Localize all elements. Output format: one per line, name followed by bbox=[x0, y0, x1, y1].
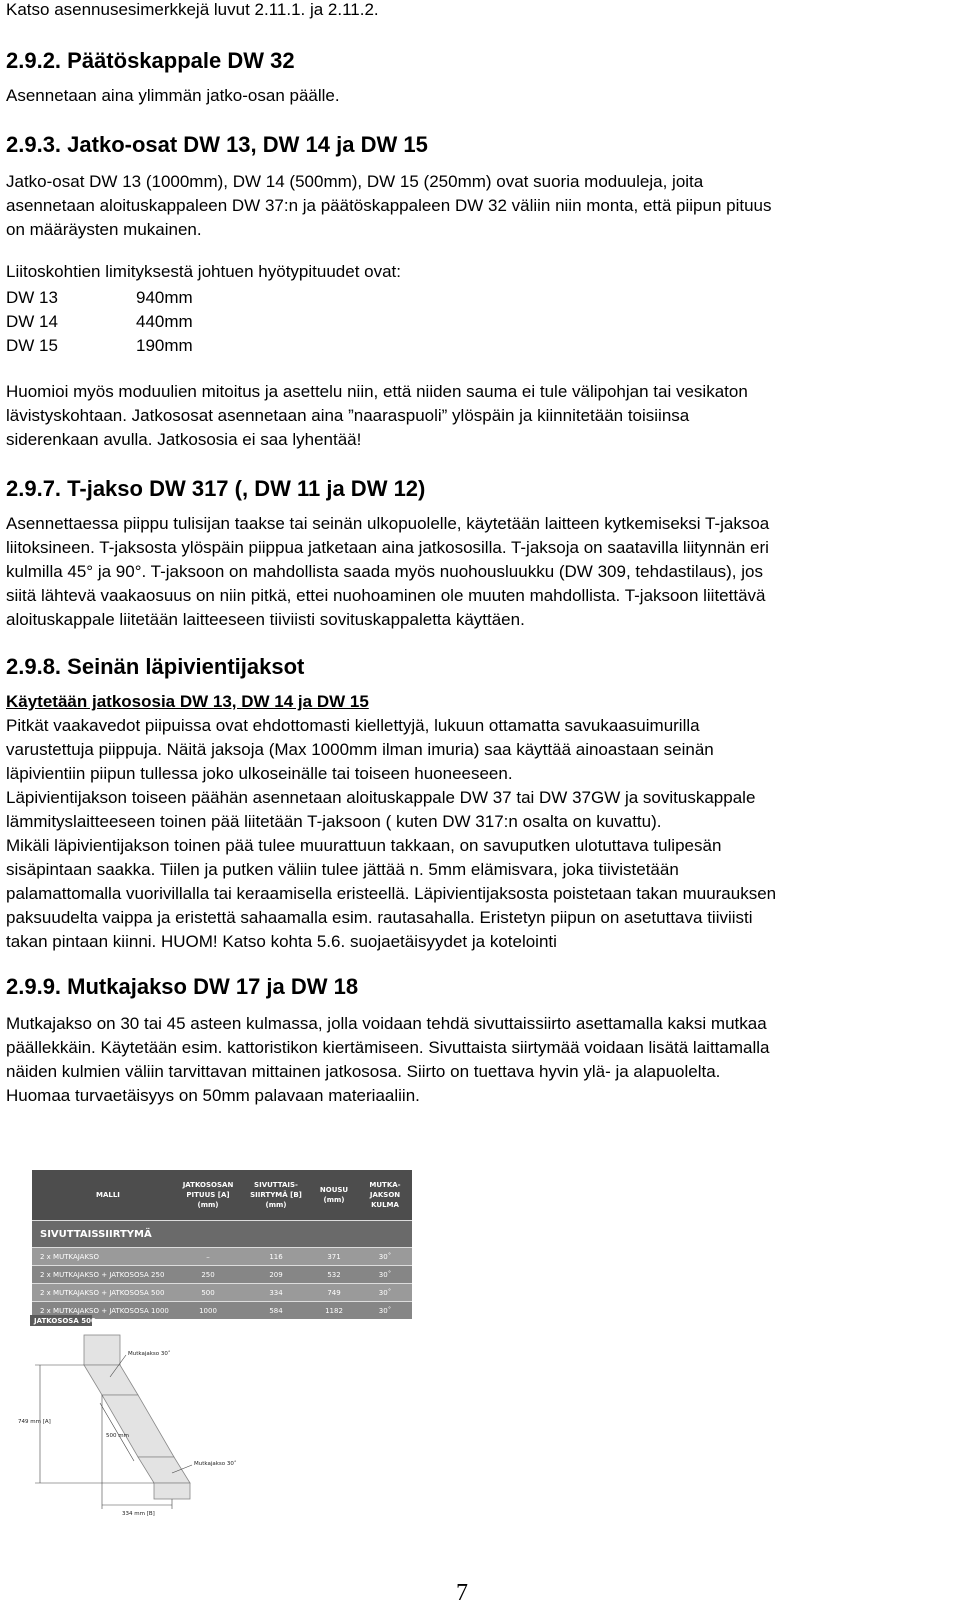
paragraph-line: sisäpintaan saakka. Tiilen ja putken väliin tulee jättää n. 5mm elämisvara, joka tiivistetään bbox=[6, 860, 679, 879]
table-cell: 334 bbox=[242, 1284, 310, 1302]
table-cell: 250 bbox=[174, 1266, 242, 1284]
pipe-drawing bbox=[84, 1335, 190, 1499]
paragraph-line: varustettuja piippuja. Näitä jaksoja (Max 1000mm ilman imuria) saa käyttää ainoastaan seinän bbox=[6, 740, 714, 759]
label-offset: 334 mm [B] bbox=[122, 1511, 155, 1517]
table-header-rise: NOUSU (mm) bbox=[310, 1170, 358, 1221]
bend-top bbox=[84, 1365, 138, 1395]
pipe-top-straight bbox=[84, 1335, 120, 1365]
offset-table bbox=[32, 1170, 412, 1319]
length-value-dw14: 440mm bbox=[136, 312, 193, 331]
length-name-dw13: DW 13 bbox=[6, 288, 58, 307]
heading-line: 2.9.3. Jatko-osat DW 13, DW 14 ja DW 15 bbox=[6, 132, 428, 157]
table-cell: 1000 bbox=[174, 1302, 242, 1320]
paragraph-line: Katso asennusesimerkkejä luvut 2.11.1. ja 2.11.2. bbox=[6, 0, 379, 19]
paragraph-line: Pitkät vaakavedot piipuissa ovat ehdottomasti kiellettyjä, lukuun ottamatta savukaasuimurilla bbox=[6, 716, 700, 735]
table-cell: 584 bbox=[242, 1302, 310, 1320]
paragraph-line: Jatko-osat DW 13 (1000mm), DW 14 (500mm), DW 15 (250mm) ovat suoria moduuleja, joita bbox=[6, 172, 704, 191]
paragraph-line: näiden kulmien väliin tarvittavan mittainen jatkososa. Siirto on tuettava hyvin ylä- ja alapuolelta. bbox=[6, 1062, 721, 1081]
table-cell: 2 x MUTKAJAKSO + JATKOSOSA 250 bbox=[32, 1266, 174, 1284]
table-cell: 1182 bbox=[310, 1302, 358, 1320]
paragraph-line: kulmilla 45° ja 90°. T-jaksoon on mahdollista saada myös nuohousluukku (DW 309, tehdastilaus), jos bbox=[6, 562, 763, 581]
page-number: 7 bbox=[456, 1580, 468, 1606]
label-bend-bottom: Mutkajakso 30˚ bbox=[194, 1461, 237, 1467]
paragraph-line: siderenkaan avulla. Jatkososia ei saa lyhentää! bbox=[6, 430, 362, 449]
paragraph-line: palamattomalla vuorivillalla tai keraamisella eristeellä. Läpivientijaksosta poistetaan takan muurauksen bbox=[6, 884, 777, 903]
length-name-dw15: DW 15 bbox=[6, 336, 58, 355]
table-cell: 209 bbox=[242, 1266, 310, 1284]
paragraph-line: Huomaa turvaetäisyys on 50mm palavaan materiaaliin. bbox=[6, 1086, 420, 1105]
paragraph-line: päällekkäin. Käytetään esim. kattoristikon kiertämiseen. Sivuttaista siirtymää voidaan lisätä laittamalla bbox=[6, 1038, 770, 1057]
paragraph-line: Liitoskohtien limityksestä johtuen hyötypituudet ovat: bbox=[6, 262, 402, 281]
paragraph-line: Läpivientijakson toiseen päähän asennetaan aloituskappale DW 37 tai DW 37GW ja sovituskappale bbox=[6, 788, 756, 807]
heading-line: 2.9.9. Mutkajakso DW 17 ja DW 18 bbox=[6, 974, 359, 999]
table-cell: 116 bbox=[242, 1248, 310, 1266]
paragraph-line: Huomioi myös moduulien mitoitus ja asettelu niin, että niiden sauma ei tule välipohjan tai vesikaton bbox=[6, 382, 748, 401]
heading-line: 2.9.8. Seinän läpivientijaksot bbox=[6, 654, 305, 679]
table-header-angle: MUTKA-JAKSON KULMA bbox=[358, 1170, 412, 1221]
length-value-dw15: 190mm bbox=[136, 336, 193, 355]
paragraph-line: liitoksineen. T-jaksosta ylöspäin piippua jatketaan aina jatkososilla. T-jaksoja on saatavilla liitynnän eri bbox=[6, 538, 769, 557]
paragraph-line: Asennetaan aina ylimmän jatko-osan päälle. bbox=[6, 86, 340, 105]
paragraph-line: siitä lähtevä vaakaosuus on niin pitkä, ettei nuohoaminen ole muuten mahdollista. T-jaksoon liitettävä bbox=[6, 586, 766, 605]
paragraph-line: aloituskappale liitetään laitteeseen tiiviisti sovituskappaletta käyttäen. bbox=[6, 610, 525, 629]
paragraph-line: takan pintaan kiinni. HUOM! Katso kohta 5.6. suojaetäisyydet ja kotelointi bbox=[6, 932, 557, 951]
length-name-dw14: DW 14 bbox=[6, 312, 58, 331]
paragraph-line: on määräysten mukainen. bbox=[6, 220, 202, 239]
table-cell: 30˚ bbox=[358, 1284, 412, 1302]
paragraph-line: lämmityslaitteeseen toinen pää liitetään T-jaksoon ( kuten DW 317:n osalta on kuvattu). bbox=[6, 812, 662, 831]
paragraph-line: paksuudelta vaippa ja eristettä sahaamalla esim. rautasahalla. Eristetyn piipun on asetuttava tiiviisti bbox=[6, 908, 753, 927]
table-cell: 532 bbox=[310, 1266, 358, 1284]
offset-diagram bbox=[18, 1315, 270, 1520]
paragraph-line: asennetaan aloituskappaleen DW 37:n ja päätöskappaleen DW 32 väliin niin monta, että piipun pituus bbox=[6, 196, 772, 215]
table-cell: 2 x MUTKAJAKSO + JATKOSOSA 1000 bbox=[32, 1302, 174, 1320]
table-row bbox=[32, 1248, 412, 1266]
table-cell: 500 bbox=[174, 1284, 242, 1302]
table-cell: 2 x MUTKAJAKSO + JATKOSOSA 500 bbox=[32, 1284, 174, 1302]
table-cell: 30˚ bbox=[358, 1302, 412, 1320]
table-cell: 2 x MUTKAJAKSO bbox=[32, 1248, 174, 1266]
figure-title: JATKOSOSA 500 bbox=[34, 1317, 96, 1325]
extension-500 bbox=[102, 1395, 174, 1457]
table-cell: 30˚ bbox=[358, 1248, 412, 1266]
length-value-dw13: 940mm bbox=[136, 288, 193, 307]
heading-line: 2.9.7. T-jakso DW 317 (, DW 11 ja DW 12) bbox=[6, 476, 426, 501]
paragraph-line: Mutkajakso on 30 tai 45 asteen kulmassa, jolla voidaan tehdä sivuttaissiirto asettamalla kaksi mutkaa bbox=[6, 1014, 767, 1033]
table-row bbox=[32, 1266, 412, 1284]
pipe-bottom-straight bbox=[154, 1483, 190, 1499]
table-cell: 749 bbox=[310, 1284, 358, 1302]
label-height: 749 mm [A] bbox=[18, 1419, 51, 1425]
paragraph-line: Mikäli läpivientijakson toinen pää tulee muurattuun takkaan, on savuputken ulotuttava tulipesän bbox=[6, 836, 722, 855]
table-cell: 30˚ bbox=[358, 1266, 412, 1284]
heading-line: 2.9.2. Päätöskappale DW 32 bbox=[6, 48, 295, 73]
bend-bottom bbox=[138, 1457, 190, 1483]
heading-line: Käytetään jatkososia DW 13, DW 14 ja DW 15 bbox=[6, 692, 369, 711]
table-header-malli: MALLI bbox=[32, 1170, 174, 1221]
table-cell: – bbox=[174, 1248, 242, 1266]
table-header-length: JATKOSOSAN PITUUS [A] (mm) bbox=[174, 1170, 242, 1221]
paragraph-line: läpivientiin piipun tullessa joko ulkoseinälle tai toiseen huoneeseen. bbox=[6, 764, 513, 783]
label-length: 500 mm bbox=[106, 1433, 129, 1439]
table-section-title: SIVUTTAISSIIRTYMÄ bbox=[32, 1221, 412, 1248]
table-header-offset: SIVUTTAIS-SIIRTYMÄ [B] (mm) bbox=[242, 1170, 310, 1221]
paragraph-line: Asennettaessa piippu tulisijan taakse tai seinän ulkopuolelle, käytetään laitteen kytkemiseksi T-jaksoa bbox=[6, 514, 770, 533]
paragraph-line: lävistyskohtaan. Jatkososat asennetaan aina ”naaraspuoli” ylöspäin ja kiinnitetään toisiinsa bbox=[6, 406, 690, 425]
table-cell: 371 bbox=[310, 1248, 358, 1266]
table-row bbox=[32, 1284, 412, 1302]
label-bend-top: Mutkajakso 30˚ bbox=[128, 1351, 171, 1357]
